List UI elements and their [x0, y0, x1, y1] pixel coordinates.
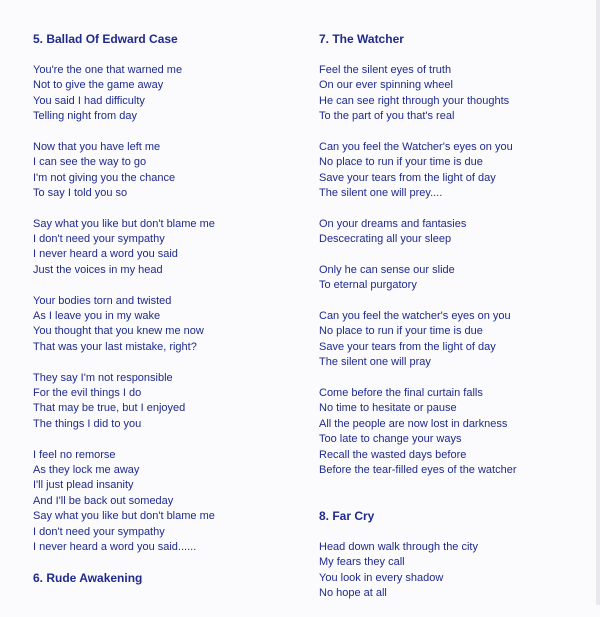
lyric-line: You look in every shadow: [319, 571, 444, 584]
lyric-line: Just the voices in my head: [33, 263, 163, 276]
lyric-line: No place to run if your time is due: [319, 325, 483, 338]
lyric-line: You're the one that warned me: [33, 63, 183, 76]
lyric-stanza: [319, 540, 594, 602]
lyric-line: I never heard a word you said......: [33, 540, 197, 553]
lyric-line: Only he can sense our slide: [319, 263, 455, 276]
lyric-line: Say what you like but don't blame me: [33, 510, 215, 523]
lyric-line: Feel the silent eyes of truth: [319, 63, 452, 76]
lyric-line: Your bodies torn and twisted: [33, 294, 172, 307]
lyric-line: I can see the way to go: [33, 156, 147, 169]
lyric-line: Descecrating all your sleep: [319, 233, 452, 246]
lyric-line: Can you feel the Watcher's eyes on you: [319, 140, 513, 153]
lyric-stanza: [319, 217, 594, 248]
song-title: 5. Ballad Of Edward Case: [33, 32, 178, 46]
lyric-line: I don't need your sympathy: [33, 525, 165, 538]
lyric-line: Telling night from day: [33, 109, 137, 122]
song-title: 7. The Watcher: [319, 32, 404, 46]
lyric-line: To say I told you so: [33, 186, 128, 199]
lyric-line: That may be true, but I enjoyed: [33, 402, 186, 415]
lyric-stanza: [33, 371, 293, 433]
section-spacer: [319, 494, 594, 509]
song-title: 8. Far Cry: [319, 509, 375, 524]
lyric-line: Can you feel the watcher's eyes on you: [319, 310, 511, 323]
lyric-line: No hope at all: [319, 587, 387, 600]
lyric-stanza: [319, 309, 594, 371]
lyric-line: He can see right through your thoughts: [319, 94, 510, 107]
lyric-line: Save your tears from the light of day: [319, 171, 496, 184]
lyric-line: Not to give the game away: [33, 79, 164, 92]
right-column: [319, 32, 594, 617]
lyric-stanza: [33, 294, 293, 356]
lyric-stanza: [33, 448, 293, 556]
lyric-line: Come before the final curtain falls: [319, 386, 483, 399]
lyric-stanza: [319, 386, 594, 478]
left-column: [33, 32, 293, 601]
lyric-line: I never heard a word you said: [33, 248, 178, 261]
lyric-stanza: [319, 63, 594, 125]
lyric-line: They say I'm not responsible: [33, 371, 173, 384]
lyric-line: To eternal purgatory: [319, 279, 417, 292]
lyric-line: I feel no remorse: [33, 448, 116, 461]
lyric-line: No place to run if your time is due: [319, 156, 483, 169]
lyric-line: I don't need your sympathy: [33, 233, 165, 246]
lyric-stanza: [33, 217, 293, 279]
lyric-line: You said I had difficulty: [33, 94, 145, 107]
lyric-line: The things I did to you: [33, 417, 142, 430]
lyric-line: Before the tear-filled eyes of the watcher: [319, 463, 517, 476]
lyric-line: On our ever spinning wheel: [319, 79, 453, 92]
lyric-line: You thought that you knew me now: [33, 325, 204, 338]
lyric-line: Too late to change your ways: [319, 433, 462, 446]
lyric-line: Say what you like but don't blame me: [33, 217, 215, 230]
lyric-stanza: [33, 63, 293, 125]
lyric-line: My fears they call: [319, 556, 405, 569]
lyric-line: As they lock me away: [33, 463, 140, 476]
lyric-line: All the people are now lost in darkness: [319, 417, 508, 430]
lyric-line: And I'll be back out someday: [33, 494, 174, 507]
lyric-stanza: [33, 140, 293, 202]
lyric-line: Now that you have left me: [33, 140, 161, 153]
lyric-stanza: [319, 263, 594, 294]
lyric-stanza: [319, 140, 594, 202]
lyric-line: For the evil things I do: [33, 386, 142, 399]
lyric-line: The silent one will prey....: [319, 186, 443, 199]
lyric-line: No time to hesitate or pause: [319, 402, 457, 415]
lyric-line: The silent one will pray: [319, 356, 431, 369]
lyric-line: Head down walk through the city: [319, 540, 478, 553]
lyric-line: As I leave you in my wake: [33, 310, 161, 323]
lyric-line: I'm not giving you the chance: [33, 171, 176, 184]
lyric-line: Recall the wasted days before: [319, 448, 467, 461]
lyric-line: I'll just plead insanity: [33, 479, 134, 492]
song-title: 6. Rude Awakening: [33, 570, 143, 585]
page-edge: [596, 0, 600, 605]
lyric-line: On your dreams and fantasies: [319, 217, 467, 230]
lyric-line: Save your tears from the light of day: [319, 340, 496, 353]
lyric-line: That was your last mistake, right?: [33, 340, 197, 353]
lyric-line: To the part of you that's real: [319, 109, 455, 122]
